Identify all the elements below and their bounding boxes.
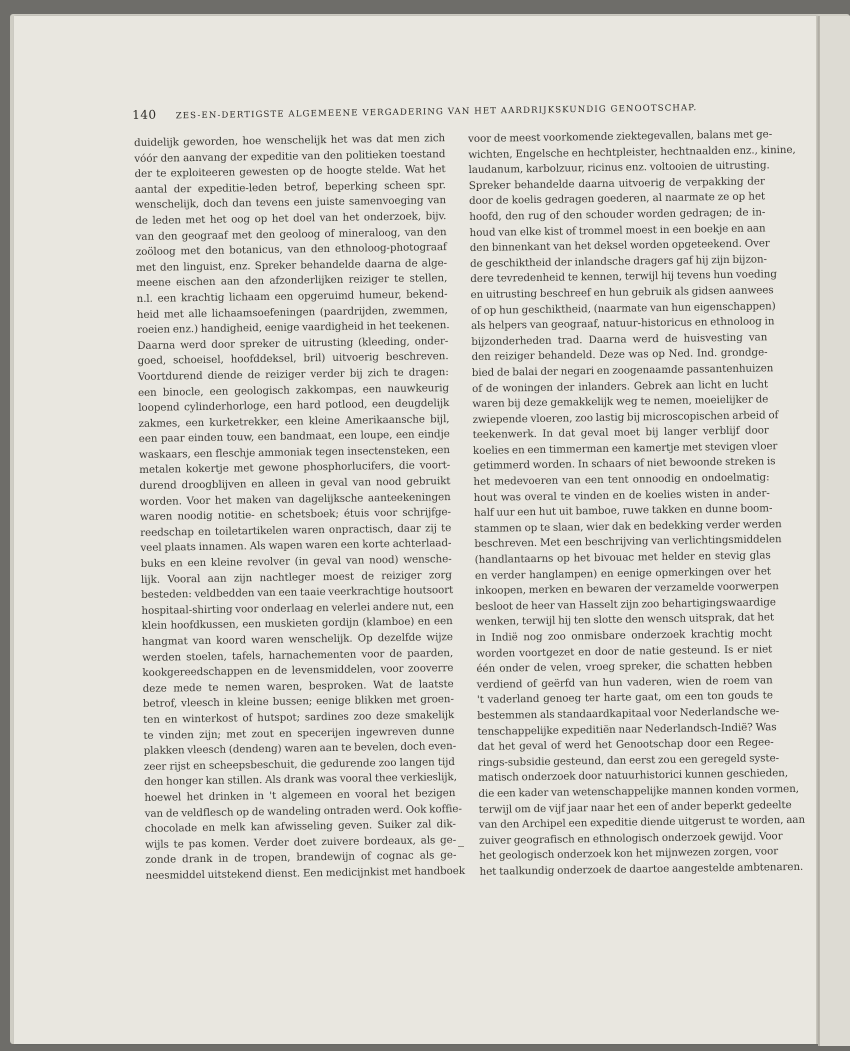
- text-line: de geschiktheid der inlandsche dragers gaf hij zijn bijzon-: [469, 253, 768, 270]
- text-line: koelies en een timmerman een kamertje met stevigen vloer: [472, 440, 778, 457]
- text-line: hoofd, den rug of den schouder worden gedragen; de in-: [469, 206, 766, 223]
- text-line: hout was overal te vinden en de koelies wisten in ander-: [473, 486, 770, 504]
- text-line: wenken, terwijl hij ten slotte den wensch uitsprak, dat het: [475, 611, 775, 629]
- text-line: zakmes, een kurketrekker, een kleine Amerikaansche bijl,: [138, 412, 450, 430]
- text-line: met den linguist, enz. Spreker behandelde daarna de alge-: [135, 256, 448, 274]
- text-line: getimmerd worden. In schaars of niet bewoonde streken is: [473, 455, 776, 473]
- text-line: te vinden zijn; met zout en specerijen ingewreven dunne: [143, 724, 455, 742]
- text-line: in Indië nog zoo onmisbare onderzoek krachtig mocht: [475, 627, 773, 644]
- text-line: besteden: veldbedden van een taaie veerkrachtige houtsoort: [141, 584, 454, 602]
- text-line: den honger kan stillen. Als drank was vooral thee verkieslijk,: [144, 771, 458, 789]
- text-line: ten en winterkost of hutspot; sardines zoo deze smakelijk: [143, 709, 455, 726]
- text-line: (handlantaarns op het bivouac met helder en stevig glas: [474, 549, 771, 566]
- text-line: bestemmen als standaardkapitaal voor Nederlandsche we-: [477, 705, 780, 722]
- page-number: 140: [132, 107, 157, 122]
- text-line: het taalkundig onderzoek de daartoe aangestelde ambtenaren.: [479, 860, 804, 878]
- text-line: wenschelijk, doch dan tevens een juiste samenvoeging van: [134, 194, 447, 212]
- text-line: metalen kokertje met gewone phosphorlucifers, die voort-: [139, 459, 451, 477]
- text-line: een paar einden touw, een bandmaat, een loupe, een eindje: [138, 428, 450, 446]
- text-line: zeer rijst en scheepsbeschuit, die gedurende zoo langen tijd: [143, 755, 455, 773]
- text-line: deze mede te nemen waren, besproken. Wat de laatste: [142, 677, 454, 695]
- text-line: zoöloog met den botanicus, van den ethnoloog-photograaf: [135, 241, 447, 259]
- text-line: waren bij deze gemakkelijk weg te nemen, moeielijker de: [472, 393, 769, 411]
- text-line: duidelijk geworden, hoe wenschelijk het was dat men zich: [134, 132, 446, 149]
- column-mark: [458, 846, 464, 847]
- text-line: veel plaats innamen. Als wapen waren een korte achterlaad-: [140, 537, 452, 555]
- running-title: ZES-EN-DERTIGSTE ALGEMEENE VERGADERING VAN HET AARDRIJKSKUNDIG GENOOTSCHAP.: [175, 103, 698, 122]
- text-line: aantal der expeditie-leden betrof, beperking scheen spr.: [134, 178, 446, 196]
- text-line: roeien enz.) handigheid, eenige vaardigheid in het teekenen.: [136, 319, 450, 337]
- text-line: stammen op te slaan, wier dak en bedekking verder werden: [474, 517, 782, 535]
- text-line: besloot de heer van Hasselt zijn zoo behartigingswaardige: [475, 596, 776, 613]
- text-line: n.l. een krachtig lichaam een opgeruimd humeur, bekend-: [136, 288, 448, 305]
- text-line: goed, schoeisel, hoofddeksel, bril) uitvoerig beschreven.: [137, 350, 449, 368]
- text-line: vóór den aanvang der expeditie van den politieken toestand: [134, 147, 446, 165]
- right-text-column: [468, 127, 806, 880]
- text-line: lijk. Vooral aan zijn nachtleger moest de reiziger zorg: [140, 568, 453, 586]
- text-line: bied de balai der negari en zoogenaamde passantenhuizen: [471, 362, 774, 379]
- text-line: die een kader van wetenschappelijke mannen konden vormen,: [478, 782, 800, 800]
- text-line: worden. Voor het maken van dagelijksche aanteekeningen: [139, 490, 451, 508]
- text-line: heid met alle lichaamsoefeningen (paardrijden, zwemmen,: [136, 303, 448, 321]
- text-line: tenschappelijke expeditiën naar Nederlandsch-Indië? Was: [477, 720, 777, 738]
- text-line: voor de meest voorkomende ziektegevallen, balans met ge-: [468, 128, 773, 145]
- text-line: werden stoelen, tafels, harnachementen voor de paarden,: [142, 646, 454, 664]
- text-line: of de woningen der inlanders. Gebrek aan licht en lucht: [471, 377, 769, 395]
- text-line: inkoopen, merken en bewaren der verzamelde voorwerpen: [475, 580, 779, 598]
- text-line: buks en een kleine revolver (in geval van nood) wensche-: [140, 553, 452, 570]
- text-line: en verder hanglampen) en eenige opmerkingen over het: [474, 564, 772, 582]
- text-line: betrof, vleesch in kleine bussen; eenige blikken met groen-: [142, 693, 454, 711]
- text-line: plakken vleesch (dendeng) waren aan te bevelen, doch even-: [143, 740, 457, 758]
- text-line: Voortdurend diende de reiziger verder bij zich te dragen:: [137, 365, 449, 383]
- text-line: zwiepende vloeren, zoo lastig bij microscopischen arbeid of: [472, 408, 779, 426]
- text-line: 't vaderland genoeg ter harte gaat, om een ton gouds te: [476, 689, 773, 707]
- text-line: Daarna werd door spreker de uitrusting (kleeding, onder-: [137, 334, 449, 352]
- text-line: van de veldflesch op de wandeling ontraden werd. Ook koffie-: [144, 802, 462, 820]
- text-line: klein hoofdkussen, een muskieten gordijn (klamboe) en een: [141, 615, 453, 633]
- text-line: van den Archipel een expeditie diende uitgerust te worden, aan: [478, 813, 806, 832]
- text-line: of op hun geschiktheid, (naarmate van hun eigenschappen): [470, 299, 776, 317]
- text-line: rings-subsidie gesteund, dan eerst zou een geregeld syste-: [477, 751, 780, 769]
- text-line: der te exploiteeren gewesten op de hoogte stelde. Wat het: [134, 163, 446, 181]
- left-text-column: [134, 131, 466, 884]
- text-line: matisch onderzoek door natuurhistorici kunnen geschieden,: [478, 767, 789, 785]
- text-line: durend droogblijven en alleen in geval van nood gebruikt: [139, 475, 451, 493]
- text-line: terwijl om de vijf jaar naar het een of ander beperkt gedeelte: [478, 798, 792, 816]
- text-line: beschreven. Met een beschrijving van verlichtingsmiddelen: [474, 533, 782, 551]
- text-line: worden voortgezet en door de natie gesteund. Is er niet: [476, 642, 773, 660]
- text-line: zuiver geografisch en ethnologisch onderzoek gewijd. Voor: [479, 829, 783, 847]
- next-page-edge: [818, 16, 850, 1046]
- text-line: door de koelis gedragen goederen, al naarmate ze op het: [468, 190, 766, 208]
- text-line: neesmiddel uitstekend dienst. Een medicijnkist met handboek: [145, 864, 466, 882]
- text-line: van den geograaf met den geoloog of mineraloog, van den: [135, 225, 447, 243]
- text-line: meene eischen aan den afzonderlijken reiziger te stellen,: [136, 272, 448, 290]
- text-line: één onder de velen, vroeg spreker, die schatten hebben: [476, 658, 773, 676]
- text-line: als helpers van geograaf, natuur-historicus en ethnoloog in: [470, 315, 775, 333]
- text-line: een binocle, een geologisch zakkompas, een nauwkeurig: [137, 381, 450, 399]
- text-line: den binnenkant van het deksel worden opgeteekend. Over: [469, 237, 770, 255]
- text-line: waren noodig notitie- en schetsboek; étuis voor schrijfge-: [139, 506, 452, 524]
- text-line: reedschap en toiletartikelen waren onpractisch, daar zij te: [140, 521, 452, 539]
- text-line: hospitaal-shirting voor onderlaag en velerlei andere nut, een: [141, 599, 454, 617]
- text-line: verdiend of geërfd van hun vaderen, wien de roem van: [476, 674, 773, 691]
- text-line: wichten, Engelsche en hechtpleister, hechtnaalden enz., kinine,: [468, 143, 796, 161]
- text-line: bijzonderheden trad. Daarna werd de huisvesting van: [471, 331, 768, 348]
- text-line: houd van elke kist of trommel moest in een boekje en aan: [469, 221, 766, 239]
- text-line: den reiziger behandeld. Deze was op Ned. Ind. grondge-: [471, 346, 768, 364]
- text-line: waskaars, een fleschje ammoniak tegen insectensteken, een: [138, 443, 451, 461]
- text-line: loopend cylinderhorloge, een hard potlood, een deugdelijk: [138, 397, 450, 415]
- text-line: dat het geval of werd het Genootschap door een Regee-: [477, 736, 774, 754]
- text-line: chocolade en melk kan afwisseling geven. Suiker zal dik-: [144, 818, 456, 836]
- text-line: kookgereedschappen en de levensmiddelen, voor zooverre: [142, 662, 454, 680]
- text-line: het medevoeren van een tent onnoodig en ondoelmatig:: [473, 471, 770, 489]
- text-line: teekenwerk. In dat geval moet bij langer verblijf door: [472, 424, 769, 442]
- text-line: en uitrusting beschreef en hun gebruik als gidsen aanwees: [470, 284, 774, 301]
- text-line: laudanum, karbolzuur, ricinus enz. voltooien de uitrusting.: [468, 159, 770, 177]
- text-line: het geologisch onderzoek kon het mijnwezen zorgen, voor: [479, 845, 779, 863]
- text-line: de leden met het oog op het doel van het onderzoek, bijv.: [135, 210, 447, 227]
- text-line: wijls te pas komen. Verder doet zuivere bordeaux, als ge-: [145, 833, 457, 851]
- text-line: hangmat van koord waren wenschelijk. Op dezelfde wijze: [141, 631, 454, 648]
- text-line: zonde drank in de tropen, brandewijn of cognac als ge-: [145, 849, 457, 867]
- text-line: hoewel het drinken in 't algemeen en vooral het bezigen: [144, 786, 456, 804]
- text-line: Spreker behandelde daarna uitvoerig de verpakking der: [468, 175, 765, 192]
- text-line: half uur een hut uit bamboe, ruwe takken en dunne boom-: [473, 502, 773, 520]
- text-line: dere tevredenheid te kennen, terwijl hij tevens hun voeding: [470, 268, 777, 286]
